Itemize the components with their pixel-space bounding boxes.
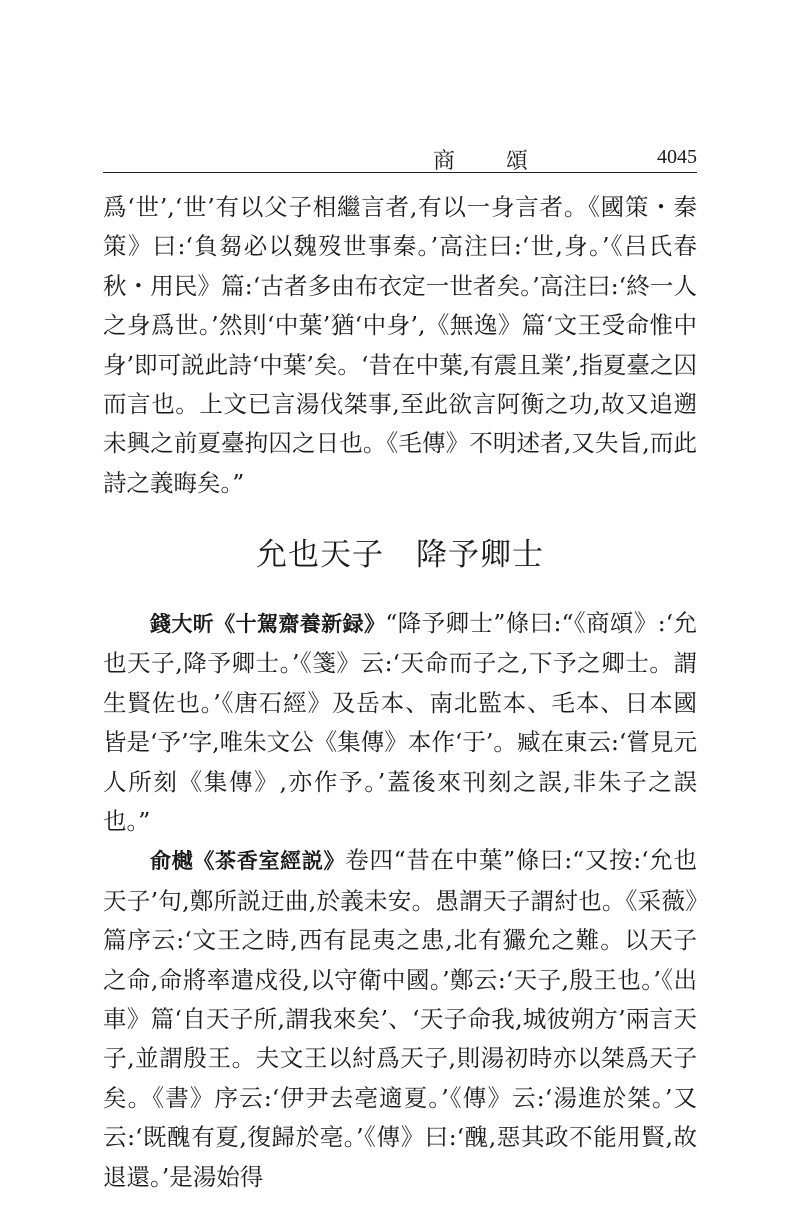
entry-text-qian: “降予卿士”條曰:“《商頌》:‘允也天子,降予卿士。’《箋》云:‘天命而子之,下予之卿士。謂生賢佐也。’《唐石經》及岳本、南北監本、毛本、日本國皆是‘予’字,唯朱文公《集傳》本作‘于’。臧在東云:‘嘗見元人所刻《集傳》,亦作予。’蓋後來刊刻之誤,非朱子之誤也。” [103,609,697,836]
entry-paragraph-qian [103,604,697,841]
section-heading [103,533,697,577]
section-title-part2: 降予卿士 [416,537,544,573]
running-title: 商 頌 [433,149,550,174]
entry-lead-yu: 俞樾《茶香室經説》 [150,849,346,874]
running-header [103,138,697,173]
entries-block [103,604,697,1197]
entry-lead-qian: 錢大昕《十駕齋養新録》 [150,612,386,636]
entry-paragraph-yu [103,841,697,1197]
section-title-part1: 允也天子 [256,537,384,573]
continuation-paragraph: 爲‘世’,‘世’有以父子相繼言者,有以一身言者。《國策・秦策》曰:‘負芻必以魏歿世事秦。’高注曰:‘世,身。’《吕氏春秋・用民》篇:‘古者多由布衣定一世者矣。’高注曰:‘終一人之身爲世。’然則‘中葉’猶‘中身’,《無逸》篇‘文王受命惟中身’即可説此詩‘中葉’矣。‘昔在中葉,有震且業’,指夏臺之囚而言也。上文已言湯伐桀事,至此欲言阿衡之功,故又追遡未興之前夏臺拘囚之日也。《毛傳》不明述者,又失旨,而此詩之義晦矣。” [103,193,697,497]
entry-text-yu: 卷四“昔在中葉”條曰:“又按:‘允也天子’句,鄭所説迂曲,於義未安。愚謂天子謂紂也。《采薇》篇序云:‘文王之時,西有昆夷之患,北有玁允之難。以天子之命,命將率遣戍役,以守衛中國。’鄭云:‘天子,殷王也。’《出車》篇‘自天子所,謂我來矣’、‘天子命我,城彼朔方’兩言天子,並謂殷王。夫文王以紂爲天子,則湯初時亦以桀爲天子矣。《書》序云:‘伊尹去亳適夏。’《傳》云:‘湯進於桀。’又云:‘既醜有夏,復歸於亳。’《傳》曰:‘醜,惡其政不能用賢,故退還。’是湯始得 [103,846,697,1191]
page-number: 4045 [657,146,697,168]
continuation-block [103,188,697,503]
